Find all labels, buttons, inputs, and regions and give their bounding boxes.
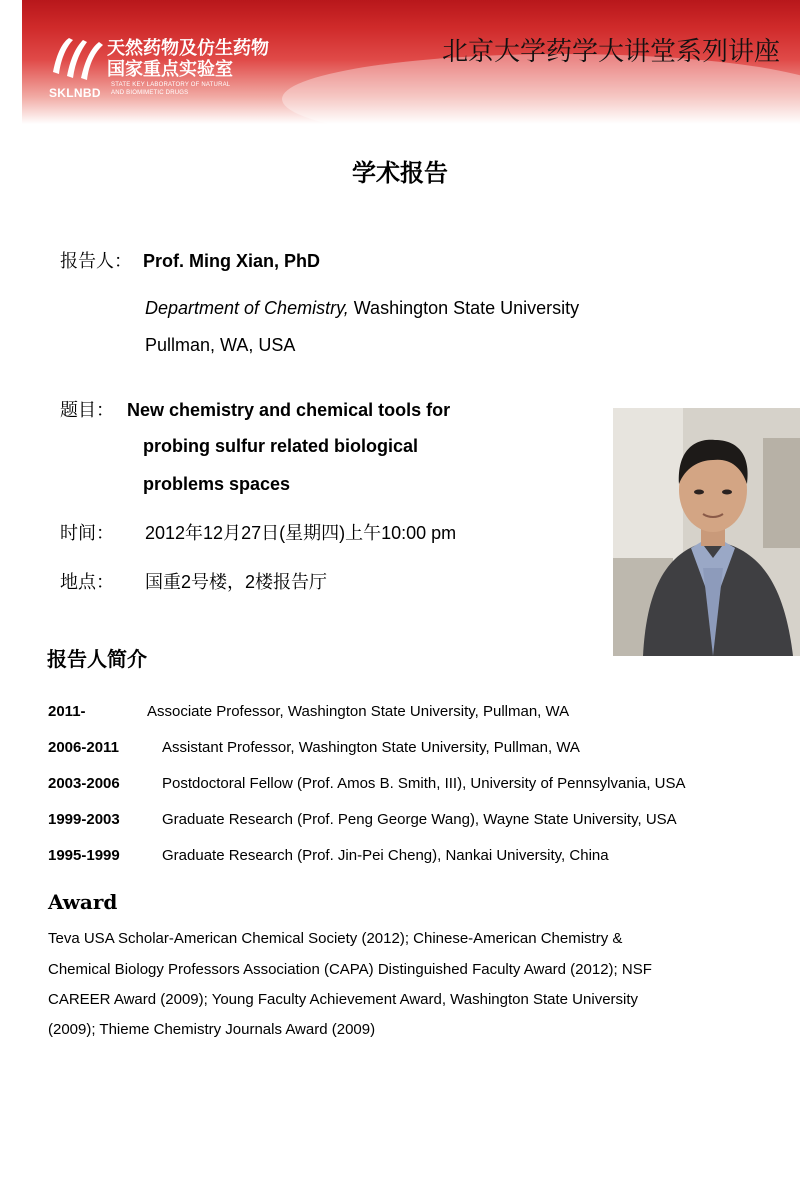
bio-heading: 报告人简介 (47, 649, 147, 671)
place-value: 国重2号楼，2楼报告厅 (145, 572, 328, 592)
timeline-years: 2003-2006 (48, 775, 120, 792)
speaker-location: Pullman, WA, USA (145, 335, 296, 355)
logo-text-en-line2: AND BIOMIMETIC DRUGS (111, 90, 189, 96)
time-value: 2012年12月27日(星期四)上午10:00 pm (145, 523, 457, 543)
document-title: 学术报告 (352, 160, 448, 187)
speaker-name: Prof. Ming Xian, PhD (143, 251, 321, 271)
sklnbd-logo-icon (49, 32, 107, 82)
speaker-photo (613, 408, 800, 656)
time-label: 时间： (60, 523, 114, 543)
topic-line-2: probing sulfur related biological (143, 436, 419, 456)
timeline-text: Assistant Professor, Washington State University, Pullman, WA (162, 739, 580, 756)
timeline-years: 2006-2011 (48, 739, 119, 756)
topic-line-3: problems spaces (143, 474, 291, 494)
speaker-portrait-illustration (613, 408, 800, 656)
timeline-text: Graduate Research (Prof. Jin-Pei Cheng), Nankai University, China (162, 847, 609, 864)
lecture-series-title: 北京大学药学大讲堂系列讲座 (441, 37, 780, 67)
award-line-1: Teva USA Scholar-American Chemical Society (2012); Chinese-American Chemistry & (48, 930, 623, 947)
logo-text-en-line1: STATE KEY LABORATORY OF NATURAL (111, 82, 231, 88)
award-line-2: Chemical Biology Professors Association (CAPA) Distinguished Faculty Award (2012); NSF (48, 961, 652, 978)
timeline-text: Associate Professor, Washington State University, Pullman, WA (147, 703, 570, 720)
timeline-years: 1999-2003 (48, 811, 120, 828)
logo-text-cn-line2: 国家重点实验室 (107, 59, 233, 79)
timeline-years: 2011- (48, 703, 86, 720)
topic-label: 题目： (60, 400, 114, 420)
award-line-4: (2009); Thieme Chemistry Journals Award (2009) (48, 1021, 376, 1038)
award-heading: Award (48, 890, 118, 914)
speaker-department: Department of Chemistry, (145, 298, 349, 318)
topic-line-1: New chemistry and chemical tools for (127, 400, 451, 420)
speaker-affiliation (145, 296, 579, 320)
speaker-university: Washington State University (348, 298, 580, 318)
timeline-text: Postdoctoral Fellow (Prof. Amos B. Smith, III), University of Pennsylvania, USA (162, 775, 686, 792)
logo-text-cn-line1: 天然药物及仿生药物 (107, 38, 269, 58)
place-label: 地点： (60, 572, 114, 592)
award-line-3: CAREER Award (2009); Young Faculty Achievement Award, Washington State University (48, 991, 639, 1008)
logo-abbreviation: SKLNBD (49, 86, 101, 100)
timeline-years: 1995-1999 (48, 847, 120, 864)
header-banner (22, 0, 800, 124)
speaker-label: 报告人： (60, 251, 132, 271)
timeline-text: Graduate Research (Prof. Peng George Wang), Wayne State University, USA (162, 811, 677, 828)
